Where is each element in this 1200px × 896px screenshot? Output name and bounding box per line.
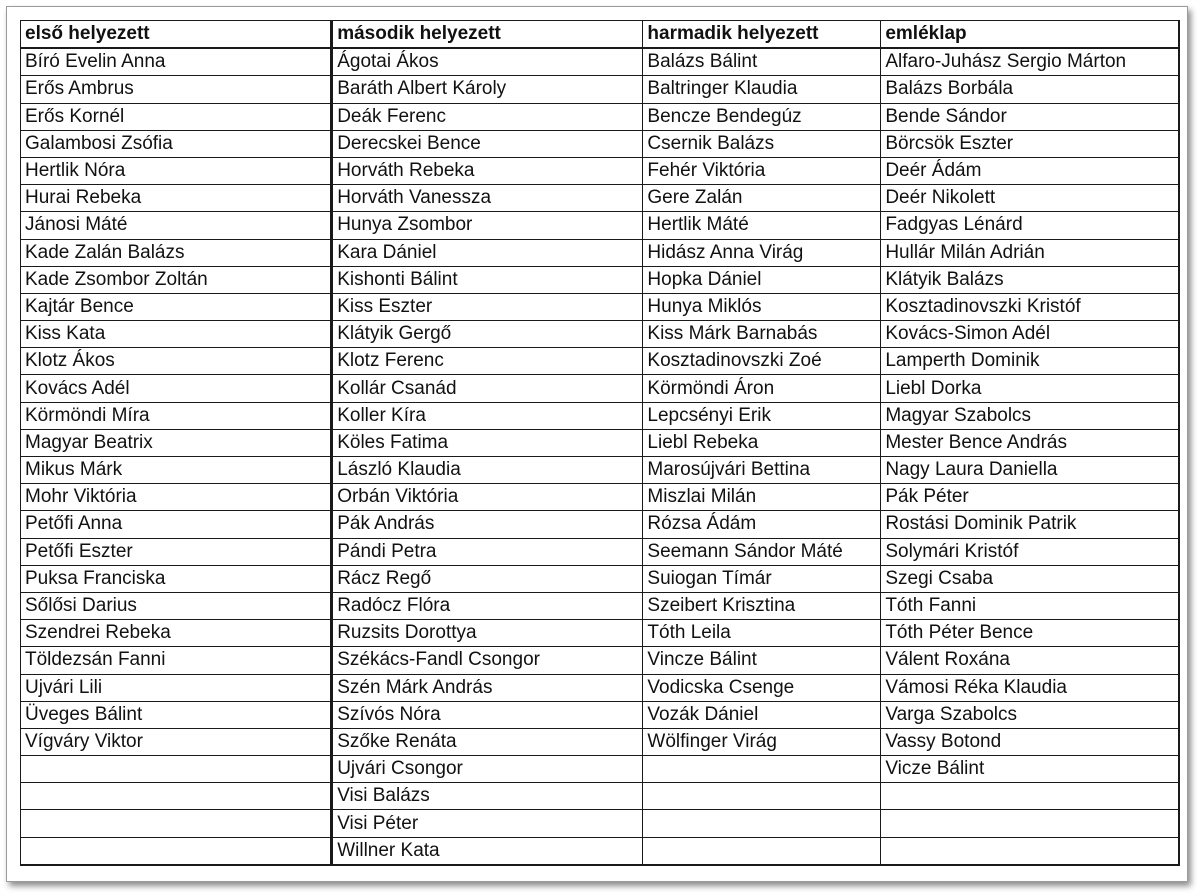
cell-memorial[interactable]: Solymári Kristóf [881, 538, 1179, 565]
cell-second-place[interactable]: Kishonti Bálint [332, 266, 643, 293]
cell-memorial[interactable]: Kosztadinovszki Kristóf [881, 293, 1179, 320]
cell-third-place[interactable]: Vodicska Csenge [643, 674, 881, 701]
table-row [21, 728, 1180, 755]
cell-second-place[interactable]: Pák András [332, 511, 643, 538]
table-row [21, 185, 1180, 212]
cell-first-place[interactable]: Vígváry Viktor [21, 728, 332, 755]
table-row [21, 375, 1180, 402]
cell-memorial[interactable]: Deér Ádám [881, 157, 1179, 184]
cell-memorial[interactable]: Liebl Dorka [881, 375, 1179, 402]
cell-second-place[interactable]: Visi Péter [332, 810, 643, 837]
cell-third-place[interactable]: Miszlai Milán [643, 484, 881, 511]
cell-first-place[interactable]: Mohr Viktória [21, 484, 332, 511]
header-cell-third-place[interactable]: harmadik helyezett [643, 21, 881, 49]
cell-memorial[interactable]: Pák Péter [881, 484, 1179, 511]
table-row [21, 674, 1180, 701]
results-table-body [21, 21, 1180, 865]
cell-first-place[interactable]: Ujvári Lili [21, 674, 332, 701]
cell-third-place[interactable]: Seemann Sándor Máté [643, 538, 881, 565]
cell-third-place[interactable] [643, 810, 881, 837]
cell-memorial[interactable]: Lamperth Dominik [881, 348, 1179, 375]
cell-first-place[interactable]: Kade Zalán Balázs [21, 239, 332, 266]
table-row [21, 484, 1180, 511]
header-cell-first-place[interactable]: első helyezett [21, 21, 332, 49]
cell-first-place[interactable]: Galambosi Zsófia [21, 130, 332, 157]
cell-second-place[interactable]: Kara Dániel [332, 239, 643, 266]
cell-third-place[interactable] [643, 837, 881, 865]
table-row [21, 76, 1180, 103]
cell-first-place[interactable]: Sőlősi Darius [21, 592, 332, 619]
cell-third-place[interactable]: Hopka Dániel [643, 266, 881, 293]
table-row [21, 701, 1180, 728]
table-row [21, 538, 1180, 565]
cell-memorial[interactable]: Magyar Szabolcs [881, 402, 1179, 429]
cell-memorial[interactable]: Tóth Péter Bence [881, 620, 1179, 647]
table-row [21, 103, 1180, 130]
cell-first-place[interactable]: Erős Ambrus [21, 76, 332, 103]
cell-memorial[interactable]: Vicze Bálint [881, 756, 1179, 783]
cell-third-place[interactable]: Hidász Anna Virág [643, 239, 881, 266]
cell-memorial[interactable]: Válent Roxána [881, 647, 1179, 674]
cell-memorial[interactable] [881, 783, 1179, 810]
cell-first-place[interactable]: Bíró Evelin Anna [21, 48, 332, 76]
cell-memorial[interactable]: Hullár Milán Adrián [881, 239, 1179, 266]
cell-third-place[interactable] [643, 756, 881, 783]
cell-third-place[interactable]: Hertlik Máté [643, 212, 881, 239]
cell-second-place[interactable]: Klátyik Gergő [332, 321, 643, 348]
cell-second-place[interactable]: Baráth Albert Károly [332, 76, 643, 103]
cell-second-place[interactable]: Székács-Fandl Csongor [332, 647, 643, 674]
cell-third-place[interactable]: Baltringer Klaudia [643, 76, 881, 103]
cell-second-place[interactable]: Kiss Eszter [332, 293, 643, 320]
cell-second-place[interactable]: Szívós Nóra [332, 701, 643, 728]
cell-third-place[interactable] [643, 783, 881, 810]
cell-third-place[interactable]: Kosztadinovszki Zoé [643, 348, 881, 375]
cell-memorial[interactable]: Vassy Botond [881, 728, 1179, 755]
table-row [21, 239, 1180, 266]
cell-third-place[interactable]: Marosújvári Bettina [643, 457, 881, 484]
cell-first-place[interactable]: Töldezsán Fanni [21, 647, 332, 674]
cell-third-place[interactable]: Tóth Leila [643, 620, 881, 647]
cell-second-place[interactable]: Köles Fatima [332, 429, 643, 456]
table-row [21, 212, 1180, 239]
cell-memorial[interactable]: Deér Nikolett [881, 185, 1179, 212]
cell-second-place[interactable]: Kollár Csanád [332, 375, 643, 402]
cell-first-place[interactable]: Erős Kornél [21, 103, 332, 130]
cell-second-place[interactable]: Rácz Regő [332, 565, 643, 592]
cell-third-place[interactable]: Szeibert Krisztina [643, 592, 881, 619]
cell-memorial[interactable]: Szegi Csaba [881, 565, 1179, 592]
cell-third-place[interactable]: Fehér Viktória [643, 157, 881, 184]
cell-first-place[interactable]: Magyar Beatrix [21, 429, 332, 456]
table-row [21, 620, 1180, 647]
cell-memorial[interactable]: Mester Bence András [881, 429, 1179, 456]
header-cell-memorial[interactable]: emléklap [881, 21, 1179, 49]
table-row [21, 783, 1180, 810]
cell-first-place[interactable]: Hurai Rebeka [21, 185, 332, 212]
table-row [21, 402, 1180, 429]
cell-third-place[interactable]: Balázs Bálint [643, 48, 881, 76]
cell-second-place[interactable]: Klotz Ferenc [332, 348, 643, 375]
cell-third-place[interactable]: Liebl Rebeka [643, 429, 881, 456]
cell-first-place[interactable]: Körmöndi Míra [21, 402, 332, 429]
cell-second-place[interactable]: Orbán Viktória [332, 484, 643, 511]
cell-memorial[interactable]: Kovács-Simon Adél [881, 321, 1179, 348]
table-row [21, 266, 1180, 293]
cell-third-place[interactable]: Suiogan Tímár [643, 565, 881, 592]
cell-first-place[interactable]: Hertlik Nóra [21, 157, 332, 184]
cell-memorial[interactable]: Nagy Laura Daniella [881, 457, 1179, 484]
table-row [21, 348, 1180, 375]
cell-third-place[interactable]: Csernik Balázs [643, 130, 881, 157]
cell-first-place[interactable]: Kajtár Bence [21, 293, 332, 320]
cell-first-place[interactable] [21, 837, 332, 865]
cell-third-place[interactable]: Körmöndi Áron [643, 375, 881, 402]
cell-third-place[interactable]: Rózsa Ádám [643, 511, 881, 538]
cell-second-place[interactable]: Hunya Zsombor [332, 212, 643, 239]
cell-third-place[interactable]: Kiss Márk Barnabás [643, 321, 881, 348]
results-table [20, 20, 1180, 866]
cell-memorial[interactable]: Fadgyas Lénárd [881, 212, 1179, 239]
cell-memorial[interactable]: Klátyik Balázs [881, 266, 1179, 293]
cell-second-place[interactable]: Szén Márk András [332, 674, 643, 701]
cell-memorial[interactable] [881, 837, 1179, 865]
table-row [21, 48, 1180, 76]
cell-second-place[interactable]: Willner Kata [332, 837, 643, 865]
cell-first-place[interactable]: Klotz Ákos [21, 348, 332, 375]
cell-first-place[interactable]: Kovács Adél [21, 375, 332, 402]
cell-second-place[interactable]: Radócz Flóra [332, 592, 643, 619]
cell-second-place[interactable]: Ágotai Ákos [332, 48, 643, 76]
cell-first-place[interactable] [21, 783, 332, 810]
table-row [21, 647, 1180, 674]
table-row [21, 457, 1180, 484]
table-row [21, 592, 1180, 619]
table-row [21, 157, 1180, 184]
cell-first-place[interactable]: Jánosi Máté [21, 212, 332, 239]
cell-memorial[interactable]: Tóth Fanni [881, 592, 1179, 619]
cell-third-place[interactable]: Hunya Miklós [643, 293, 881, 320]
cell-first-place[interactable]: Üveges Bálint [21, 701, 332, 728]
header-row [21, 21, 1180, 49]
table-row [21, 511, 1180, 538]
table-row [21, 293, 1180, 320]
cell-first-place[interactable]: Puksa Franciska [21, 565, 332, 592]
cell-first-place[interactable]: Kade Zsombor Zoltán [21, 266, 332, 293]
cell-memorial[interactable]: Varga Szabolcs [881, 701, 1179, 728]
cell-second-place[interactable]: Szőke Renáta [332, 728, 643, 755]
cell-memorial[interactable]: Balázs Borbála [881, 76, 1179, 103]
table-row [21, 756, 1180, 783]
cell-memorial[interactable]: Bende Sándor [881, 103, 1179, 130]
cell-third-place[interactable]: Vincze Bálint [643, 647, 881, 674]
cell-second-place[interactable]: Pándi Petra [332, 538, 643, 565]
spreadsheet-frame [6, 6, 1188, 882]
cell-first-place[interactable]: Petőfi Anna [21, 511, 332, 538]
table-row [21, 321, 1180, 348]
cell-third-place[interactable]: Lepcsényi Erik [643, 402, 881, 429]
cell-second-place[interactable]: Derecskei Bence [332, 130, 643, 157]
cell-second-place[interactable]: László Klaudia [332, 457, 643, 484]
cell-memorial[interactable]: Börcsök Eszter [881, 130, 1179, 157]
cell-second-place[interactable]: Koller Kíra [332, 402, 643, 429]
cell-first-place[interactable]: Szendrei Rebeka [21, 620, 332, 647]
cell-first-place[interactable]: Petőfi Eszter [21, 538, 332, 565]
header-cell-second-place[interactable]: második helyezett [332, 21, 643, 49]
cell-second-place[interactable]: Horváth Vanessza [332, 185, 643, 212]
cell-third-place[interactable]: Vozák Dániel [643, 701, 881, 728]
cell-first-place[interactable]: Kiss Kata [21, 321, 332, 348]
cell-memorial[interactable]: Vámosi Réka Klaudia [881, 674, 1179, 701]
table-row [21, 810, 1180, 837]
cell-third-place[interactable]: Bencze Bendegúz [643, 103, 881, 130]
cell-memorial[interactable]: Alfaro-Juhász Sergio Márton [881, 48, 1179, 76]
table-row [21, 837, 1180, 865]
table-row [21, 429, 1180, 456]
cell-second-place[interactable]: Horváth Rebeka [332, 157, 643, 184]
cell-second-place[interactable]: Ruzsits Dorottya [332, 620, 643, 647]
cell-memorial[interactable]: Rostási Dominik Patrik [881, 511, 1179, 538]
cell-second-place[interactable]: Ujvári Csongor [332, 756, 643, 783]
cell-third-place[interactable]: Gere Zalán [643, 185, 881, 212]
table-row [21, 565, 1180, 592]
cell-first-place[interactable] [21, 756, 332, 783]
cell-first-place[interactable]: Mikus Márk [21, 457, 332, 484]
cell-second-place[interactable]: Deák Ferenc [332, 103, 643, 130]
table-row [21, 130, 1180, 157]
cell-third-place[interactable]: Wölfinger Virág [643, 728, 881, 755]
cell-first-place[interactable] [21, 810, 332, 837]
cell-second-place[interactable]: Visi Balázs [332, 783, 643, 810]
cell-memorial[interactable] [881, 810, 1179, 837]
